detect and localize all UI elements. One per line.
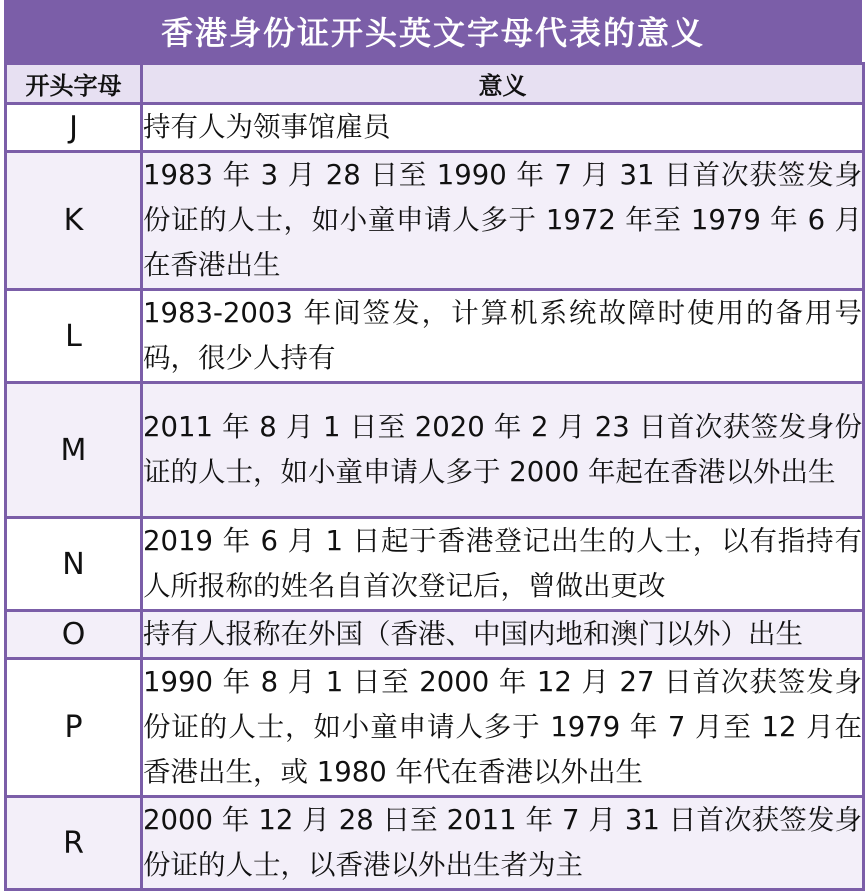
row-meaning: 2000 年 12 月 28 日至 2011 年 7 月 31 日首次获签发身份证的人士，以香港以外出生者为主 — [142, 797, 864, 890]
table-row-n — [6, 518, 864, 611]
table-row-m — [6, 383, 864, 518]
row-letter: J — [6, 104, 142, 152]
row-letter: L — [6, 290, 142, 383]
row-meaning: 1990 年 8 月 1 日至 2000 年 12 月 27 日首次获签发身份证的人士，如小童申请人多于 1979 年 7 月至 12 月在香港出生，或 1980 年代在香港以外出生 — [142, 659, 864, 797]
row-letter: P — [6, 659, 142, 797]
table-row-r — [6, 797, 864, 890]
row-letter: M — [6, 383, 142, 518]
table-row-k — [6, 152, 864, 290]
row-meaning: 持有人报称在外国（香港、中国内地和澳门以外）出生 — [142, 611, 864, 659]
row-letter: K — [6, 152, 142, 290]
table-title: 香港身份证开头英文字母代表的意义 — [4, 0, 862, 62]
row-meaning: 持有人为领事馆雇员 — [142, 104, 864, 152]
row-letter: N — [6, 518, 142, 611]
header-row — [6, 64, 864, 104]
row-meaning: 1983-2003 年间签发，计算机系统故障时使用的备用号码，很少人持有 — [142, 290, 864, 383]
table-row-l — [6, 290, 864, 383]
row-letter: R — [6, 797, 142, 890]
row-meaning: 2011 年 8 月 1 日至 2020 年 2 月 23 日首次获签发身份证的人士，如小童申请人多于 2000 年起在香港以外出生 — [142, 383, 864, 518]
row-meaning: 1983 年 3 月 28 日至 1990 年 7 月 31 日首次获签发身份证的人士，如小童申请人多于 1972 年至 1979 年 6 月在香港出生 — [142, 152, 864, 290]
table-row-j — [6, 104, 864, 152]
header-letter: 开头字母 — [6, 64, 142, 104]
row-meaning: 2019 年 6 月 1 日起于香港登记出生的人士，以有指持有人所报称的姓名自首次登记后，曾做出更改 — [142, 518, 864, 611]
table-row-p — [6, 659, 864, 797]
table-row-o — [6, 611, 864, 659]
letter-meaning-table — [4, 62, 865, 891]
header-meaning: 意义 — [142, 64, 864, 104]
row-letter: O — [6, 611, 142, 659]
